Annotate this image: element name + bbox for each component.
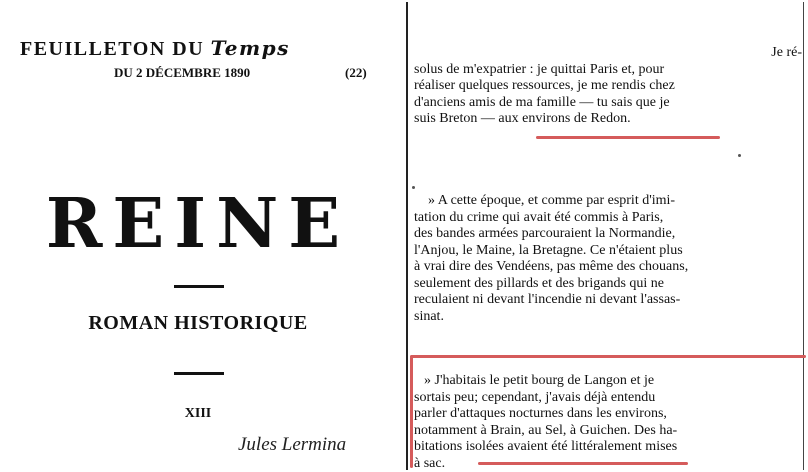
text-line: sinat. [414, 308, 444, 324]
paragraph-1 [414, 45, 802, 128]
chapter-number: XIII [184, 406, 212, 421]
text-line: sortais peu; cependant, j'avais déjà entendu [414, 389, 656, 405]
text-line: bitations isolées avaient été littéralement mises [414, 439, 678, 454]
text-line: réaliser quelques ressources, je me rendis chez [414, 78, 675, 93]
text-line: des bandes armées parcouraient la Normandie, [414, 226, 676, 241]
column-divider [406, 2, 408, 470]
text-line: à sac. [414, 455, 446, 471]
paragraph-2 [414, 193, 802, 325]
issue-number: (22) [345, 65, 367, 80]
highlight-box-left [410, 356, 413, 468]
feuilleton-header [20, 36, 380, 61]
text-line: à vrai dire des Vendéens, pas même des chouans, [414, 259, 689, 274]
book-title: REINE [45, 184, 351, 264]
text-line: reculaient ni devant l'incendie ni devant l'assas- [414, 292, 681, 307]
newspaper-name: Temps [210, 36, 290, 60]
text-line: seulement des pillards et des brigands qui ne [414, 275, 664, 291]
highlight-box-top [410, 355, 806, 358]
text-line: tation du crime qui avait été commis à Paris, [414, 209, 664, 225]
text-line: l'Anjou, le Maine, la Bretagne. Ce n'étaient plus [414, 242, 683, 258]
print-speck [412, 186, 415, 189]
book-subtitle: ROMAN HISTORIQUE [88, 312, 308, 334]
text-line: d'anciens amis de ma famille — tu sais que je [414, 94, 670, 110]
highlight-underline [536, 136, 720, 139]
paragraph-3 [414, 373, 802, 472]
print-speck [738, 154, 741, 157]
feuilleton-label: FEUILLETON DU [20, 38, 205, 60]
text-line: notamment à Brain, au Sel, à Guichen. Des ha- [414, 422, 678, 438]
author-name: Jules Lermina [238, 434, 347, 455]
text-line: suis Breton — aux environs de Redon. [414, 111, 631, 126]
issue-date: DU 2 DÉCEMBRE 1890 [114, 65, 251, 80]
title-rule [174, 285, 224, 288]
highlight-underline [478, 462, 688, 465]
subtitle-rule [174, 372, 224, 375]
text-line: » A cette époque, et comme par esprit d'imi- [428, 193, 676, 208]
text-line: » J'habitais le petit bourg de Langon et je [424, 373, 655, 388]
text-line: solus de m'expatrier : je quittai Paris et, pour [414, 61, 665, 77]
text-line: Je ré- [771, 45, 802, 60]
text-line: parler d'attaques nocturnes dans les environs, [414, 406, 667, 421]
page-edge [803, 2, 804, 470]
